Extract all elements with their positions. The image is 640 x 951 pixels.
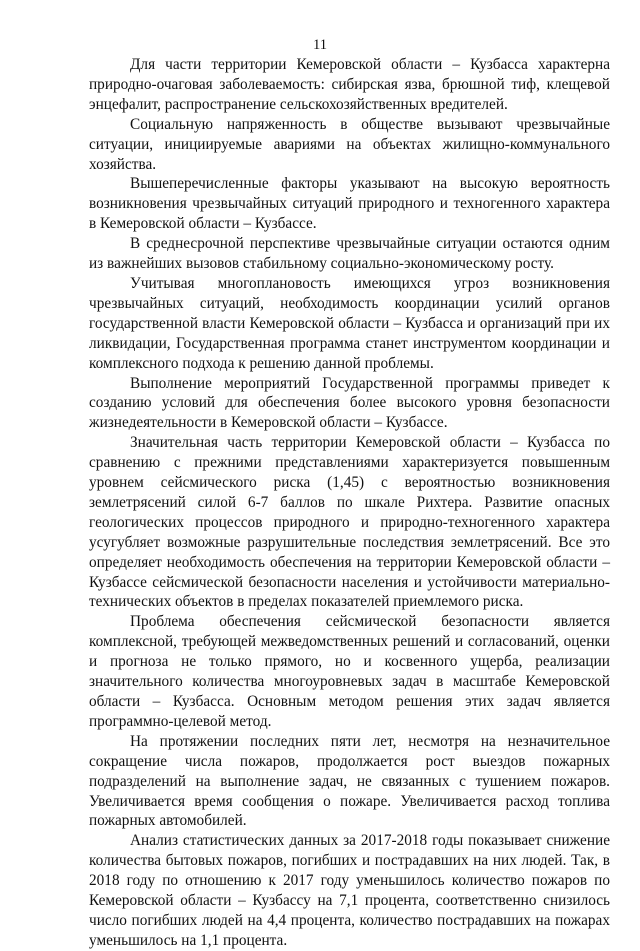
- paragraph-program-implementation: Выполнение мероприятий Государственной программы приведет к созданию условий для обеспечения более высокого уровня безопасности жизнедеятельности в Кемеровской области – Кузбассе.: [89, 374, 610, 432]
- paragraph-natural-focal-morbidity: Для части территории Кемеровской области – Кузбасса характерна природно-очаговая заболеваемость: сибирская язва, брюшной тиф, клещевой энцефалит, распространение сельскохозяйственных вредителей.: [89, 56, 610, 113]
- paragraph-seismic-risk: Значительная часть территории Кемеровской области – Кузбасса по сравнению с прежними представлениями характеризуется повышенным уровнем сейсмического риска (1,45) с вероятностью возникновения землетрясений силой 6-7 баллов по шкале Рихтера. Развитие опасных геологических процессов природного и природно-техногенного характера усугубляет возможные разрушительные последствия землетрясений. Все это определяет необходимость обеспечения на территории Кемеровской области – Кузбассе сейсмической безопасности населения и устойчивости материально-технических объектов в пределах показателей приемлемого риска.: [89, 434, 610, 611]
- paragraph-medium-term-outlook: В среднесрочной перспективе чрезвычайные ситуации остаются одним из важнейших вызовов стабильному социально-экономическому росту.: [89, 235, 610, 273]
- document-body: [89, 55, 610, 951]
- paragraph-social-tension: Социальную напряженность в обществе вызывают чрезвычайные ситуации, инициируемые авариями на объектах жилищно-коммунального хозяйства.: [89, 115, 610, 173]
- paragraph-coordination: Учитывая многоплановость имеющихся угроз возникновения чрезвычайных ситуаций, необходимость координации усилий органов государственной власти Кемеровской области – Кузбасса и организаций при их ликвидации, Государственная программа станет инструментом координации и комплексного подхода к решению данной проблемы.: [89, 274, 610, 372]
- paragraph-seismic-safety-problem: Проблема обеспечения сейсмической безопасности является комплексной, требующей межведомственных решений и согласований, оценки и прогноза не только прямого, но и косвенного ущерба, реализации значительного количества многоуровневых задач в масштабе Кемеровской области – Кузбасса. Основным методом решения этих задач является программно-целевой метод.: [89, 613, 610, 730]
- paragraph-fire-service-trends: На протяжении последних пяти лет, несмотря на незначительное сокращение числа пожаров, продолжается рост выездов пожарных подразделений на выполнение задач, не связанных с тушением пожаров. Увеличивается время сообщения о пожаре. Увеличивается расход топлива пожарных автомобилей.: [89, 732, 610, 830]
- paragraph-emergency-probability: Вышеперечисленные факторы указывают на высокую вероятность возникновения чрезвычайных ситуаций природного и техногенного характера в Кемеровской области – Кузбассе.: [89, 175, 610, 233]
- page-number: 11: [312, 37, 328, 53]
- paragraph-fire-statistics: Анализ статистических данных за 2017-2018 годы показывает снижение количества бытовых пожаров, погибших и пострадавших на них людей. Так, в 2018 году по отношению к 2017 году уменьшилось количество пожаров по Кемеровской области – Кузбассу на 7,1 процента, соответственно снизилось число погибших людей на 4,4 процента, количество пострадавших на пожарах уменьшилось на 1,1 процента.: [89, 832, 610, 949]
